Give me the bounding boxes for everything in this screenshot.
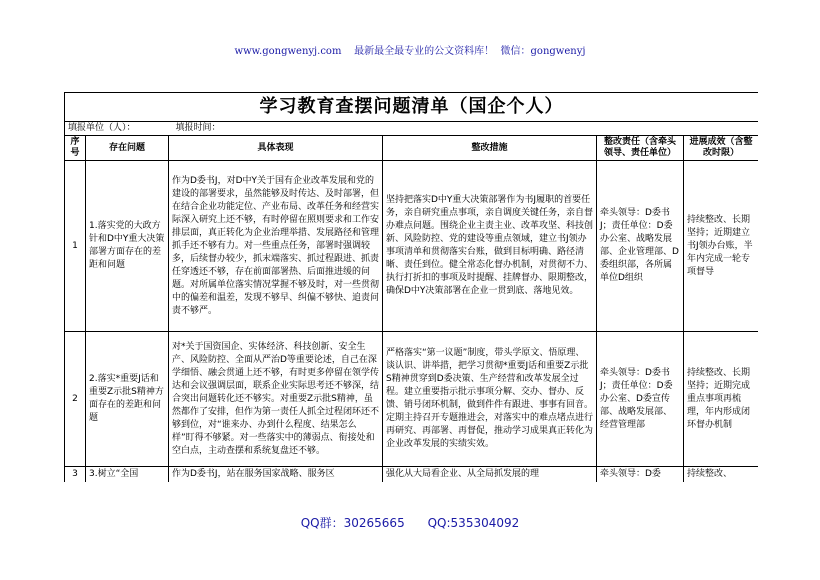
wechat-label: 微信：: [500, 46, 531, 57]
fill-time-label: 填报时间：: [175, 123, 221, 133]
header-links: [0, 42, 820, 57]
col-progress-header: 进展成效（含整改时限）: [684, 136, 759, 161]
row-issue: 3.树立“全国: [86, 467, 169, 483]
row-responsibility: 牵头领导：D委书J；责任单位：D委办公室、D委宣传部、战略发展部、经营管理部: [597, 332, 684, 467]
row-responsibility: 牵头领导：D委书J；责任单位：D委办公室、战略发展部、企业管理部、D委组织部，各所属单位D组织: [597, 161, 684, 332]
col-measure-header: 整改措施: [383, 136, 597, 161]
table-row: [65, 332, 759, 467]
row-seq: 3: [65, 467, 86, 483]
fill-unit-label: 填报单位（人）：: [68, 123, 136, 133]
row-detail: 作为D委书J，对D中Y关于国有企业改革发展和党的建设的部署要求，虽然能够及时传达、及时部署，但在结合企业功能定位、产业布局、改革任务和经营实际深入研究上还不够，有时停留在照则要求和工作安排层面，真正转化为企业治理举措、发展路径和管理抓手还不够有力。对一些重点任务，部署时强调较多，后续督办较少，抓末端落实、抓过程跟进、抓责任穿透还不够，存在前面部署热、后面推进缓的问题。对所属单位落实情况掌握不够及时，对一些贯彻中的偏差和温差，发现不够早、纠偏不够快、追责问责不够严。: [169, 161, 383, 332]
row-detail: 对*关于国资国企、实体经济、科技创新、安全生产、风险防控、全面从严治D等重要论述，自己在深学细悟、融会贯通上还不够，有时更多停留在领学传达和会议强调层面，联系企业实际思考还不够深，结合突出问题转化还不够实。对重要Z示批S精神，虽然都作了安排，但作为第一责任人抓全过程闭环还不够到位，对“谁来办、办到什么程度、结果怎么样”盯得不够紧。对一些落实中的薄弱点、衔接处和空白点，主动查摆和系统复盘还不够。: [169, 332, 383, 467]
issue-list-table: [64, 92, 758, 482]
row-issue: 1.落实党的大政方针和D中Y重大决策部署方面存在的差距和问题: [86, 161, 169, 332]
row-responsibility: 牵头领导：D委: [597, 467, 684, 483]
fill-info-row: [65, 122, 759, 136]
col-issue-header: 存在问题: [86, 136, 169, 161]
table-header-row: [65, 136, 759, 161]
document-sheet: [64, 92, 758, 482]
qq-text: QQ:535304092: [427, 516, 520, 530]
row-measure: 坚持把落实D中Y重大决策部署作为书J履职的首要任务，亲自研究重点事项，亲自调度关键任务，亲自督办难点问题。围绕企业主责主业、改革攻坚、科技创新、风险防控、党的建设等重点领域，建立书J领办事项清单和贯彻落实台账，做到目标明确、路径清晰、责任到位。健全常态化督办机制，对贯彻不力、执行打折扣的事项及时提醒、挂牌督办、限期整改，确保D中Y决策部署在企业一贯到底、落地见效。: [383, 161, 597, 332]
table-row: [65, 161, 759, 332]
row-seq: 2: [65, 332, 86, 467]
row-measure: 严格落实“第一议题”制度，带头学原文、悟原理、谈认识、讲举措，把学习贯彻*重要J话和重要Z示批S精神贯穿到D委决策、生产经营和改革发展全过程。建立重要指示批示事项分解、交办、督办、反馈、销号闭环机制，做到件件有跟进、事事有回音。定期主持召开专题推进会，对落实中的难点堵点进行再研究、再部署、再督促，推动学习成果真正转化为企业改革发展的实绩实效。: [383, 332, 597, 467]
row-measure: 强化从大局看企业、从全局抓发展的理: [383, 467, 597, 483]
table-row: [65, 467, 759, 483]
document-title: 学习教育查摆问题清单（国企个人）: [65, 93, 759, 122]
wechat-id: gongwenyj: [530, 46, 586, 57]
site-link[interactable]: www.gongwenyj.com: [234, 46, 342, 57]
col-seq-header: 序号: [65, 136, 86, 161]
row-progress: 持续整改、: [684, 467, 759, 483]
row-issue: 2.落实*重要J话和重要Z示批S精神方面存在的差距和问题: [86, 332, 169, 467]
qq-group-text: QQ群：30265665: [300, 516, 405, 530]
row-seq: 1: [65, 161, 86, 332]
col-detail-header: 具体表现: [169, 136, 383, 161]
slogan-text: 最新最全最专业的公文资料库！: [354, 46, 495, 57]
row-detail: 作为D委书J，站在服务国家战略、服务区: [169, 467, 383, 483]
row-progress: 持续整改、长期坚持；近期建立书J领办台账，半年内完成一轮专项督导: [684, 161, 759, 332]
col-responsibility-header: 整改责任（含牵头领导、责任单位）: [597, 136, 684, 161]
row-progress: 持续整改、长期坚持；近期完成重点事项再梳理，年内形成闭环督办机制: [684, 332, 759, 467]
footer-contact: [0, 514, 820, 531]
